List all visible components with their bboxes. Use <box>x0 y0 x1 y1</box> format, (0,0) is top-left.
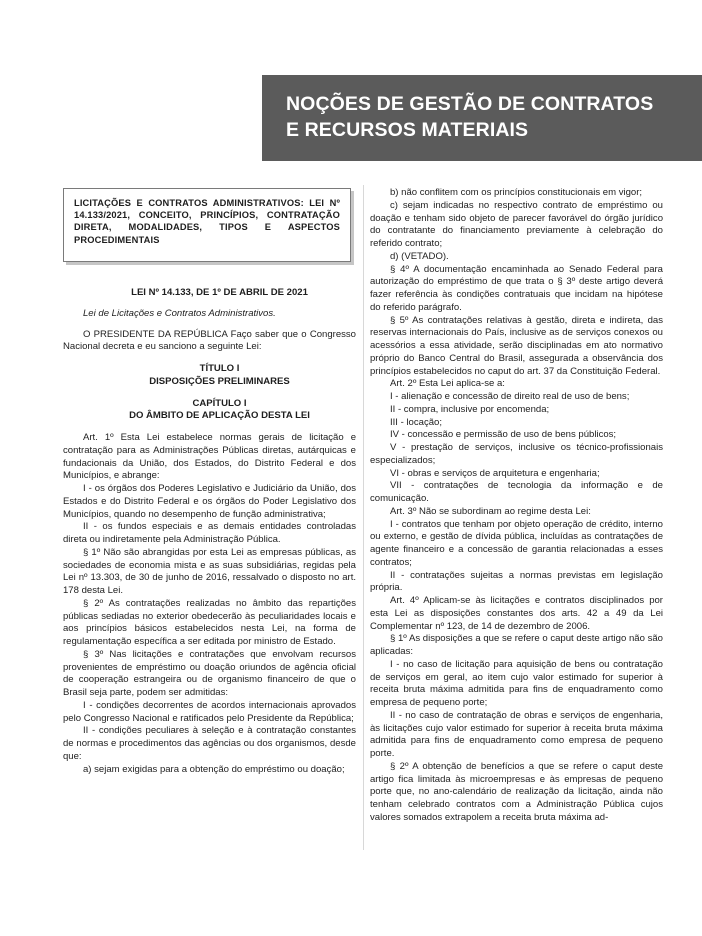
paragraph: V - prestação de serviços, inclusive os técnico-profissionais especializados; <box>370 442 663 466</box>
paragraph: I - alienação e concessão de direito real de uso de bens; <box>390 391 630 402</box>
capitulo-subheading: DO ÂMBITO DE APLICAÇÃO DESTA LEI <box>129 410 310 422</box>
section-title-line-1: NOÇÕES DE GESTÃO DE CONTRATOS <box>286 93 654 115</box>
paragraph: I - os órgãos dos Poderes Legislativo e Judiciário da União, dos Estados e do Distrito Federal e os órgãos do Poder Legislativo dos Municípios, quando no desempenho de função administrativa; <box>63 483 356 520</box>
paragraph: VII - contratações de tecnologia da informação e de comunicação. <box>370 480 663 504</box>
paragraph: II - contratações sujeitas a normas previstas em legislação própria. <box>370 569 663 594</box>
section-header <box>262 75 702 161</box>
paragraph: Art. 4º Aplicam-se às licitações e contratos disciplinados por esta Lei as disposições constantes dos arts. 42 a 49 da Lei Complementar nº 123, de 14 de dezembro de 2006. <box>370 595 663 632</box>
paragraph: II - no caso de contratação de obras e serviços de engenharia, às licitações cujo valor estimado for superior à receita bruta máxima admitida para fins de enquadramento como empresa de pequeno porte. <box>370 709 663 759</box>
paragraph: § 2º As contratações realizadas no âmbito das repartições públicas sediadas no exterior obedecerão às peculiaridades locais e aos princípios básicos estabelecidos nesta Lei, na forma de regulamentação específica a ser editada por ministro de Estado. <box>63 597 356 647</box>
paragraph: § 1º Não são abrangidas por esta Lei as empresas públicas, as sociedades de economia mista e as suas subsidiárias, regidas pela Lei nº 13.303, de 30 de junho de 2016, ressalvado o disposto no art. 178 desta Lei. <box>63 546 356 596</box>
paragraph: d) (VETADO). <box>390 250 449 262</box>
paragraph: § 3º Nas licitações e contratações que envolvam recursos provenientes de empréstimo ou doação oriundos de agência oficial de cooperação estrangeira ou de organismo financeiro de que o Brasil seja parte, podem ser admitidas: <box>63 648 356 698</box>
topic-box: LICITAÇÕES E CONTRATOS ADMINISTRATIVOS: LEI Nº 14.133/2021, CONCEITO, PRINCÍPIOS, CONTRATAÇÃO DIRETA, MODALIDADES, TIPOS E ASPECTOS PROCEDIMENTAIS <box>63 188 351 262</box>
law-title: LEI Nº 14.133, DE 1º DE ABRIL DE 2021 <box>131 287 308 298</box>
paragraph: I - condições decorrentes de acordos internacionais aprovados pelo Congresso Nacional e ratificados pelo Presidente da República; <box>63 699 356 724</box>
paragraph: § 5º As contratações relativas à gestão, direta e indireta, das reservas internacionais do País, inclusive as de serviços conexos ou acessórios a essa atividade, serão disciplinadas em ato normativo próprio do Banco Central do Brasil, assegurada a observância dos princípios estabelecidos no caput do art. 37 da Constituição Federal. <box>370 314 663 377</box>
paragraph: III - locação; <box>390 416 442 428</box>
paragraph: § 1º As disposições a que se refere o caput deste artigo não são aplicadas: <box>370 633 663 657</box>
paragraph: Art. 2º Esta Lei aplica-se a: <box>390 378 505 390</box>
paragraph: VI - obras e serviços de arquitetura e engenharia; <box>390 467 600 479</box>
right-column <box>370 187 663 825</box>
paragraph: II - os fundos especiais e as demais entidades controladas direta ou indiretamente pela Administração Pública. <box>63 521 356 545</box>
paragraph: II - compra, inclusive por encomenda; <box>390 403 550 415</box>
paragraph: IV - concessão e permissão de uso de bens públicos; <box>390 429 617 441</box>
titulo-subheading: DISPOSIÇÕES PRELIMINARES <box>149 375 290 387</box>
titulo-heading: TÍTULO I <box>199 363 240 374</box>
paragraph: I - no caso de licitação para aquisição de bens ou contratação de serviços em geral, ao item cujo valor estimado for superior à receita bruta máxima admitida para fins de enquadramento como empresa de pequeno porte; <box>370 658 663 708</box>
paragraph: Art. 1º Esta Lei estabelece normas gerais de licitação e contratação para as Administrações Públicas diretas, autárquicas e fundacionais da União, dos Estados, do Distrito Federal e dos Municípios, e abrange: <box>63 432 356 482</box>
paragraph: c) sejam indicadas no respectivo contrato de empréstimo ou doação e tenham sido objeto de parecer favorável do órgão jurídico do contratante do financiamento previamente à celebração do referido contrato; <box>370 199 663 249</box>
column-divider <box>363 185 364 850</box>
section-title-line-2: E RECURSOS MATERIAIS <box>286 119 529 141</box>
law-ementa: Lei de Licitações e Contratos Administrativos. <box>83 307 276 319</box>
paragraph: § 2º A obtenção de benefícios a que se refere o caput deste artigo fica limitada às microempresas e às empresas de pequeno porte que, no ano-calendário de realização da licitação, ainda não tenham celebrado contratos com a Administração Pública cujos valores somados extrapolem a receita bruta máxima ad- <box>370 760 663 823</box>
paragraph: b) não conflitem com os princípios constitucionais em vigor; <box>390 187 643 198</box>
paragraph: I - contratos que tenham por objeto operação de crédito, interno ou externo, e gestão de dívida pública, incluídas as contratações de agente financeiro e a concessão de garantia relacionadas a esses contratos; <box>370 518 663 568</box>
section-title <box>286 91 696 143</box>
capitulo-heading: CAPÍTULO I <box>192 397 247 409</box>
paragraph: § 4º A documentação encaminhada ao Senado Federal para autorização do empréstimo de que trata o § 3º deste artigo deverá fazer referência às condições contratuais que incidam na hipótese do referido parágrafo. <box>370 263 663 313</box>
left-column <box>63 287 356 776</box>
paragraph: II - condições peculiares à seleção e à contratação constantes de normas e procedimentos das agências ou dos organismos, desde que: <box>63 725 356 762</box>
paragraph: Art. 3º Não se subordinam ao regime desta Lei: <box>390 505 591 517</box>
enactment-clause: O PRESIDENTE DA REPÚBLICA Faço saber que o Congresso Nacional decreta e eu sanciono a seguinte Lei: <box>63 328 356 353</box>
paragraph: a) sejam exigidas para a obtenção do empréstimo ou doação; <box>83 763 345 775</box>
